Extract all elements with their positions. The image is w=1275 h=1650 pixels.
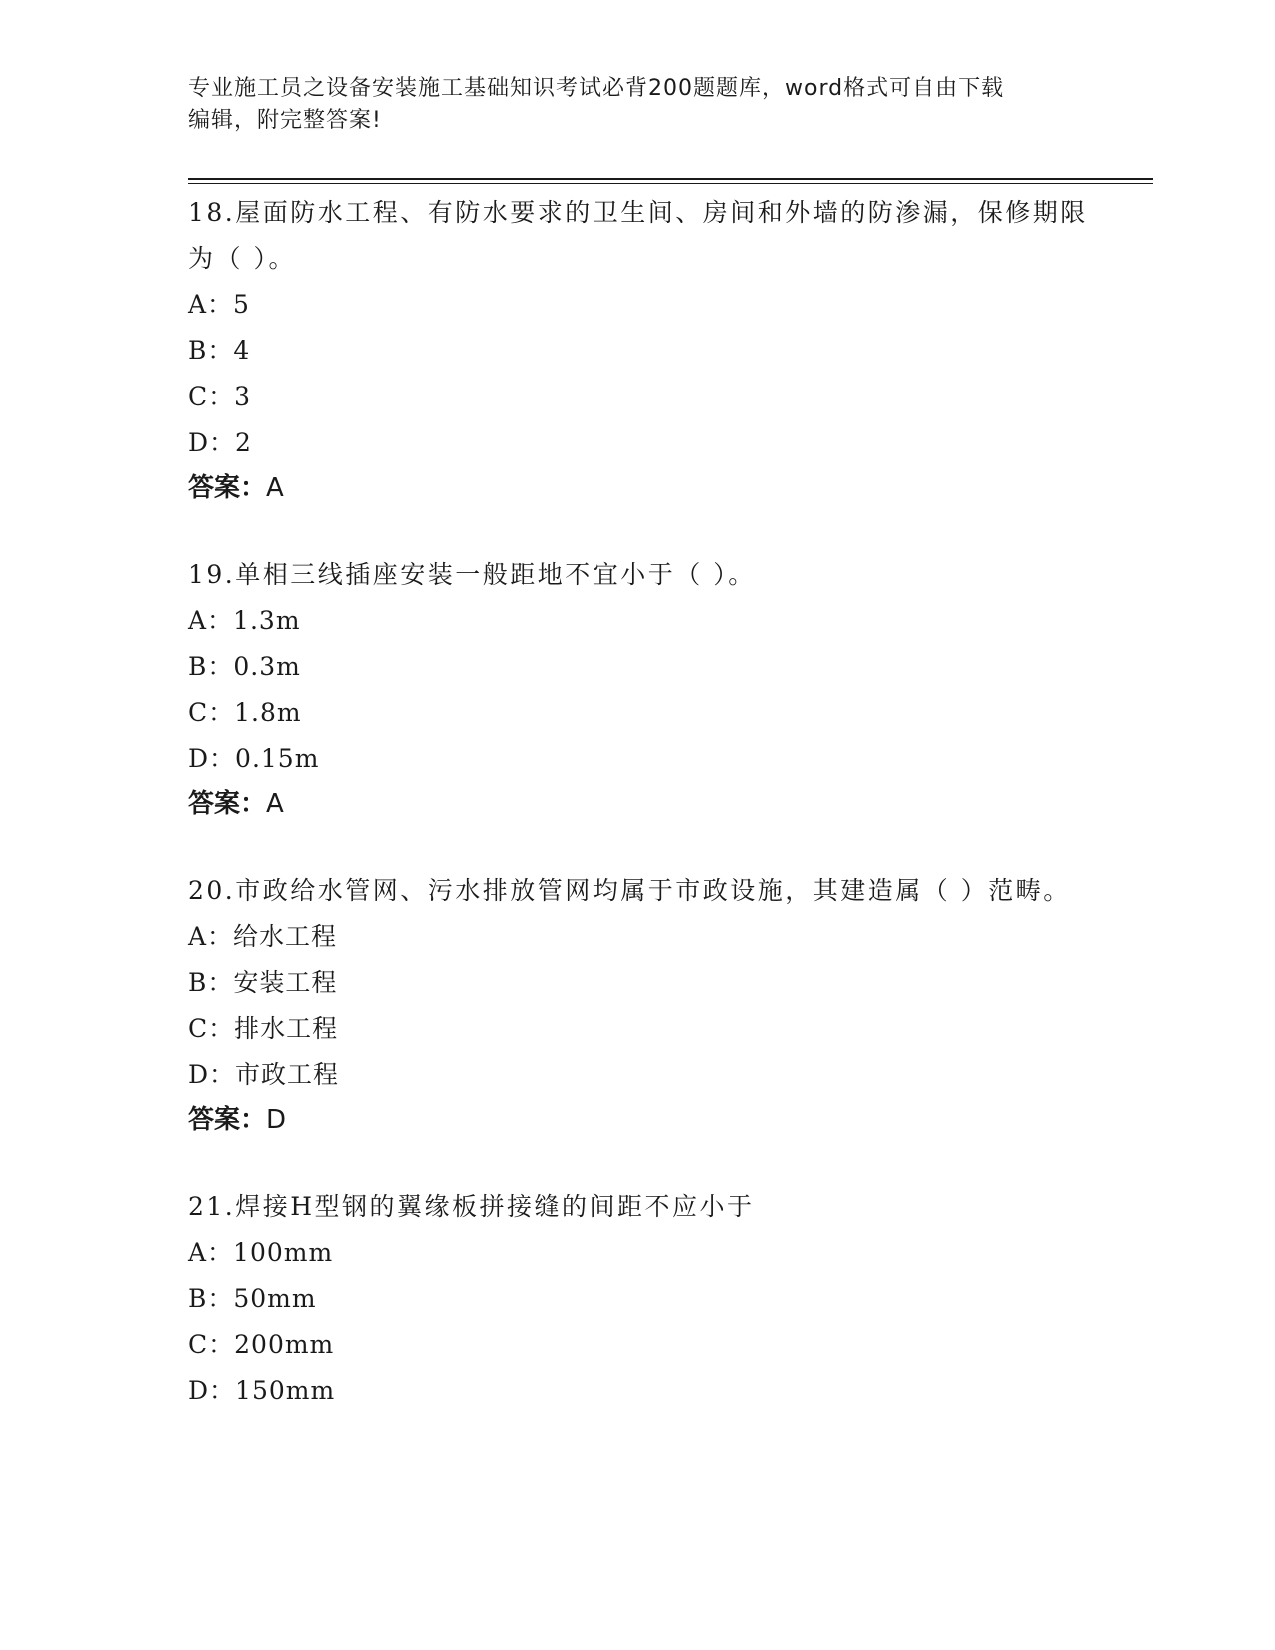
- header-line-2: 编辑，附完整答案!: [188, 108, 382, 133]
- option-b: B：4: [188, 336, 251, 365]
- header-line-1: 专业施工员之设备安装施工基础知识考试必背200题题库，word格式可自由下载: [188, 76, 1005, 101]
- document-header: [188, 73, 1088, 137]
- answer-line: [188, 782, 1088, 826]
- answer-label: 答案：: [188, 1105, 267, 1135]
- answer-line: [188, 1098, 1088, 1142]
- question-18: [188, 190, 1088, 510]
- header-divider-thin: [188, 183, 1153, 184]
- option-c: C：200mm: [188, 1330, 335, 1359]
- option-d: D：2: [188, 428, 252, 457]
- question-21: [188, 1184, 1088, 1414]
- option-d: D：市政工程: [188, 1060, 340, 1089]
- answer-line: [188, 466, 1088, 510]
- question-text: 20.市政给水管网、污水排放管网均属于市政设施，其建造属（ ）范畴。: [188, 876, 1071, 905]
- option-c: C：3: [188, 382, 252, 411]
- header-divider-thick: [188, 178, 1153, 180]
- option-c: C：1.8m: [188, 698, 302, 727]
- option-d: D：150mm: [188, 1376, 336, 1405]
- option-a: A：100mm: [188, 1238, 334, 1267]
- option-d: D：0.15m: [188, 744, 320, 773]
- option-b: B：50mm: [188, 1284, 317, 1313]
- question-19: [188, 552, 1088, 826]
- option-b: B：0.3m: [188, 652, 301, 681]
- option-a: A：给水工程: [188, 922, 338, 951]
- answer-value: A: [266, 473, 284, 503]
- question-text: 18.屋面防水工程、有防水要求的卫生间、房间和外墙的防渗漏，保修期限为（ ）。: [188, 198, 1088, 273]
- answer-label: 答案：: [188, 473, 267, 503]
- question-text: 19.单相三线插座安装一般距地不宜小于（ ）。: [188, 560, 756, 589]
- answer-label: 答案：: [188, 789, 267, 819]
- option-b: B：安装工程: [188, 968, 338, 997]
- answer-value: A: [266, 789, 284, 819]
- question-20: [188, 868, 1088, 1142]
- answer-value: D: [266, 1105, 287, 1135]
- question-text: 21.焊接H型钢的翼缘板拼接缝的间距不应小于: [188, 1192, 755, 1221]
- option-a: A：5: [188, 290, 250, 319]
- option-a: A：1.3m: [188, 606, 301, 635]
- option-c: C：排水工程: [188, 1014, 339, 1043]
- question-list: [188, 190, 1088, 1456]
